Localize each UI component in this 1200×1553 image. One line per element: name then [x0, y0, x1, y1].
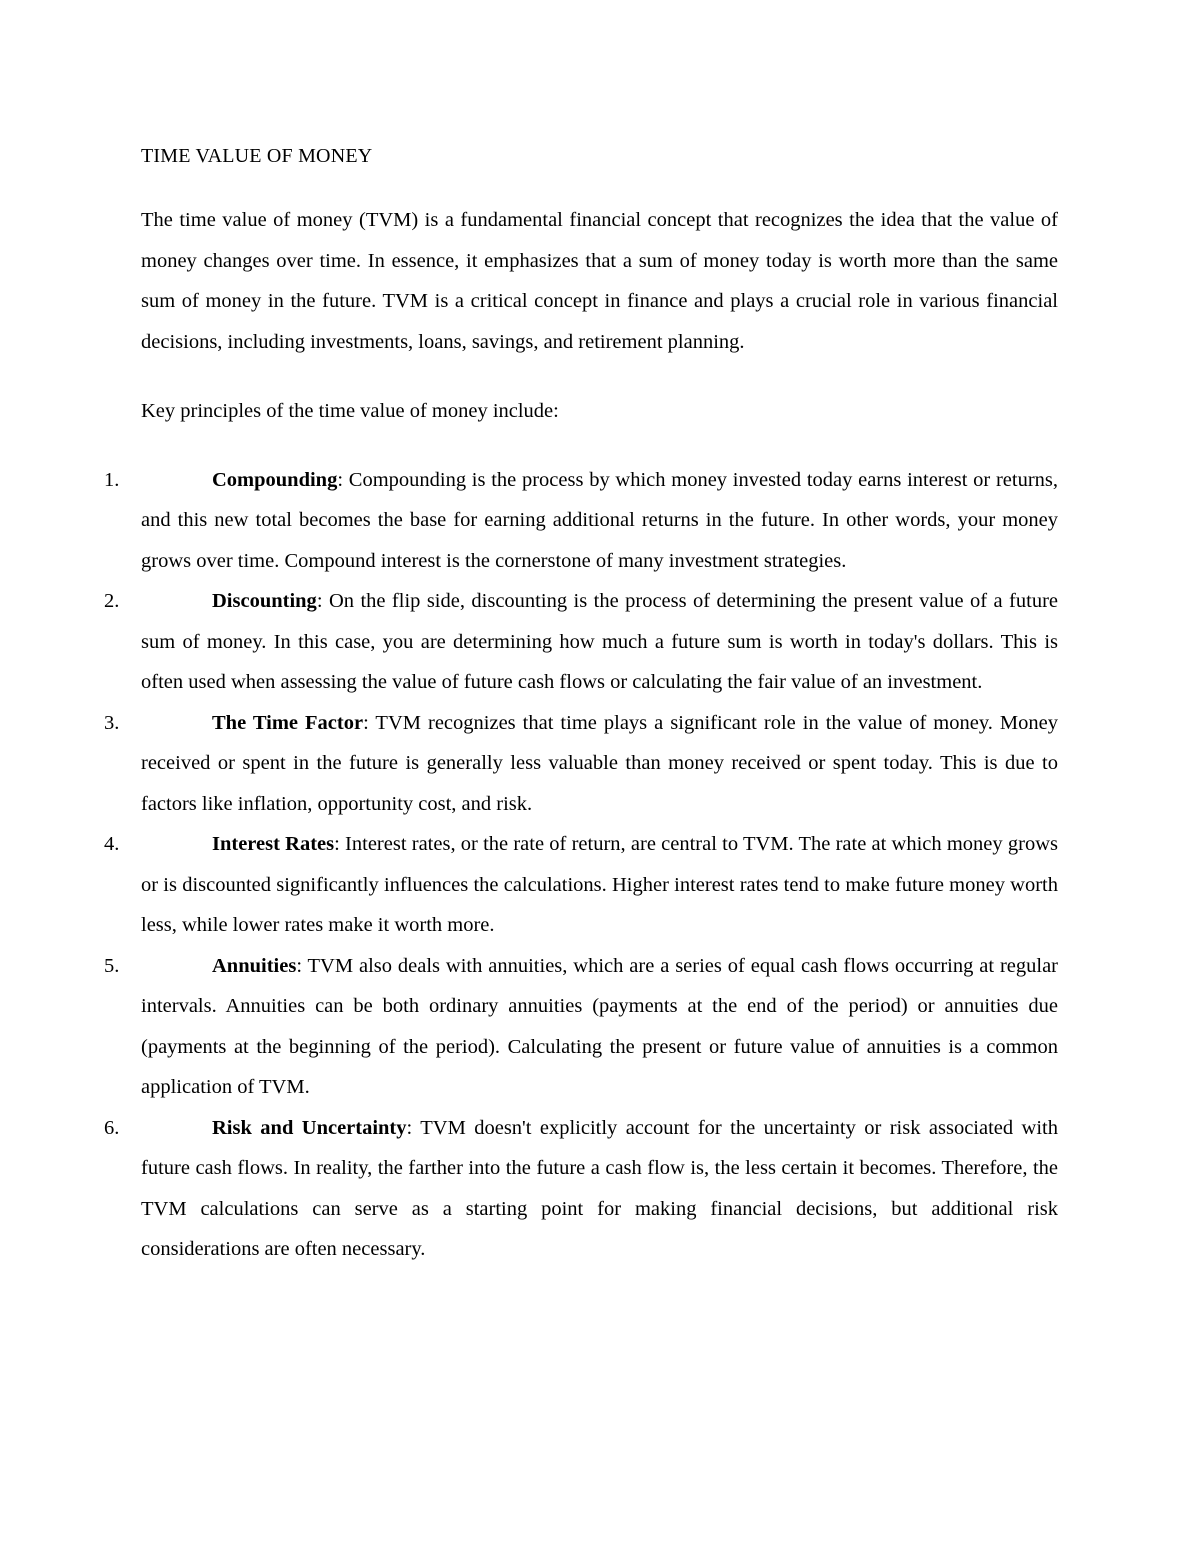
list-item [104, 703, 1058, 825]
list-item-text: : TVM recognizes that time plays a significant role in the value of money. Money received or spent in the future is generally less valuable than money received or spent today. This is due to factors like inflation, opportunity cost, and risk. [141, 711, 1058, 815]
list-item [104, 946, 1058, 1108]
list-item [104, 581, 1058, 703]
list-item-term: Interest Rates [212, 833, 335, 855]
principles-lead-in: Key principles of the time value of money include: [141, 400, 559, 422]
list-item-term: The Time Factor [212, 711, 364, 734]
list-item-text: : TVM also deals with annuities, which are a series of equal cash flows occurring at regular intervals. Annuities can be both ordinary annuities (payments at the end of the period) or annuities due (payments at the beginning of the period). Calculating the present or future value of annuities is a common application of TVM. [141, 954, 1058, 1098]
intro-paragraph: The time value of money (TVM) is a fundamental financial concept that recognizes the idea that the value of money changes over time. In essence, it emphasizes that a sum of money today is worth more than the same sum of money in the future. TVM is a critical concept in finance and plays a crucial role in various financial decisions, including investments, loans, savings, and retirement planning. [141, 209, 1058, 353]
list-item-term: Risk and Uncertainty [212, 1116, 407, 1139]
list-item-number: 6. [104, 1116, 120, 1139]
list-item-number: 1. [104, 468, 120, 491]
list-item [104, 824, 1058, 946]
list-item-term: Discounting [212, 590, 317, 612]
list-item-term: Compounding [212, 468, 338, 491]
list-item-number: 2. [104, 590, 120, 612]
list-item-number: 4. [104, 833, 120, 855]
list-item-text: : Interest rates, or the rate of return, are central to TVM. The rate at which money grows or is discounted significantly influences the calculations. Higher interest rates tend to make future money worth less, while lower rates make it worth more. [141, 833, 1058, 936]
list-item-term: Annuities [212, 954, 297, 977]
list-item [104, 460, 1058, 582]
principles-list [104, 460, 1058, 1270]
list-item-text: : Compounding is the process by which money invested today earns interest or returns, and this new total becomes the base for earning additional returns in the future. In other words, your money grows over time. Compound interest is the cornerstone of many investment strategies. [141, 468, 1058, 572]
list-item-text: : On the flip side, discounting is the process of determining the present value of a future sum of money. In this case, you are determining how much a future sum is worth in today's dollars. This is often used when assessing the value of future cash flows or calculating the fair value of an investment. [141, 590, 1058, 693]
list-item-number: 5. [104, 954, 120, 977]
intro-paragraph-block [141, 200, 1058, 362]
document-title: TIME VALUE OF MONEY [141, 145, 373, 167]
list-item-text: : TVM doesn't explicitly account for the uncertainty or risk associated with future cash flows. In reality, the farther into the future a cash flow is, the less certain it becomes. Therefore, the TVM calculations can serve as a starting point for making financial decisions, but additional risk considerations are often necessary. [141, 1116, 1058, 1260]
list-item [104, 1108, 1058, 1270]
list-item-number: 3. [104, 711, 120, 734]
